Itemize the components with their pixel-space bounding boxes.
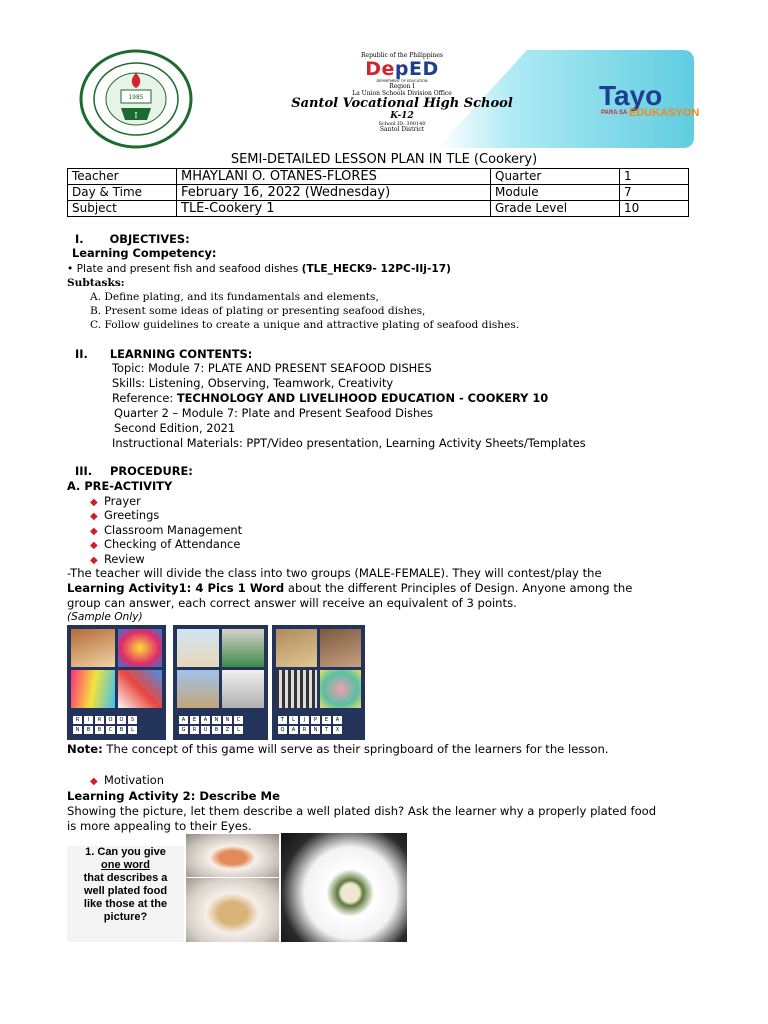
letter-tile: T <box>322 726 331 734</box>
objectives-heading: I. OBJECTIVES: <box>75 232 190 246</box>
grade-level-value: 10 <box>620 201 689 217</box>
letter-tile: J <box>300 716 309 724</box>
letter-tiles <box>71 716 162 736</box>
letter-tile: A <box>179 716 188 724</box>
table-row <box>68 201 689 217</box>
letter-tile: O <box>117 716 126 724</box>
subtask-a: A. Define plating, and its fundamentals and elements, <box>90 291 379 303</box>
puzzle-image-2 <box>173 625 268 740</box>
subject-value: TLE-Cookery 1 <box>177 201 491 217</box>
letter-tile: A <box>333 716 342 724</box>
letter-tile: X <box>333 726 342 734</box>
puzzle-image-3 <box>272 625 365 740</box>
letter-tile: R <box>190 726 199 734</box>
letter-tile: U <box>201 726 210 734</box>
letter-tile: Z <box>223 726 232 734</box>
puzzle-image-1 <box>67 625 166 740</box>
letter-tile: A <box>201 716 210 724</box>
activity2-heading: Learning Activity 2: Describe Me <box>67 789 280 803</box>
letterhead-text <box>277 52 527 133</box>
letter-tile: N <box>223 716 232 724</box>
letter-tile: N <box>73 726 82 734</box>
letter-tiles <box>276 716 361 736</box>
letter-tile: L <box>234 726 243 734</box>
activity2-text-2: is more appealing to their Eyes. <box>67 819 252 833</box>
table-row <box>68 169 689 185</box>
materials-line: Instructional Materials: PPT/Video presentation, Learning Activity Sheets/Templates <box>112 436 586 450</box>
bullet-icon: ◆ <box>90 526 98 537</box>
teacher-value: MHAYLANI O. OTANES-FLORES <box>177 169 491 185</box>
svg-text:I: I <box>134 111 138 120</box>
competency-text: • Plate and present fish and seafood dishes (TLE_HECK9- 12PC-IIj-17) <box>67 263 451 275</box>
letter-tile: N <box>311 726 320 734</box>
sample-note: (Sample Only) <box>67 611 143 623</box>
letter-tile: N <box>212 716 221 724</box>
deped-logo: DepED <box>365 58 439 80</box>
note-line: Note: The concept of this game will serve as their springboard of the learners for the lesson. <box>67 742 609 756</box>
subtasks-label: Subtasks: <box>67 277 125 289</box>
list-item: ◆ Prayer <box>90 494 141 511</box>
letterhead <box>77 48 700 150</box>
skills-line: Skills: Listening, Observing, Teamwork, Creativity <box>112 376 394 390</box>
letter-tile: T <box>278 716 287 724</box>
activity2-text: Showing the picture, let them describe a well plated dish? Ask the learner why a properly plated food <box>67 804 657 818</box>
letter-tile: B <box>117 726 126 734</box>
list-item: ◆ Motivation <box>90 773 164 790</box>
letter-tile: B <box>95 726 104 734</box>
subtask-b: B. Present some ideas of plating or presenting seafood dishes, <box>90 305 426 317</box>
bullet-icon: ◆ <box>90 540 98 551</box>
plated-seafood-photo-3 <box>281 833 407 942</box>
grade-level-label: Grade Level <box>491 201 620 217</box>
module-value: 7 <box>620 185 689 201</box>
list-item: ◆ Review <box>90 552 145 569</box>
info-table <box>67 168 689 217</box>
competency-label: Learning Competency: <box>72 246 217 260</box>
bullet-icon: ◆ <box>90 511 98 522</box>
quarter-module-line: Quarter 2 – Module 7: Plate and Present Seafood Dishes <box>114 406 434 420</box>
tayo-edukasyon-logo: Tayo PARA SA EDUKASYON <box>599 80 700 119</box>
letter-tile: C <box>106 726 115 734</box>
letter-tile: L <box>289 716 298 724</box>
letter-tiles <box>177 716 264 736</box>
bullet-icon: ◆ <box>90 497 98 508</box>
day-time-value: February 16, 2022 (Wednesday) <box>177 185 491 201</box>
divide-text: -The teacher will divide the class into two groups (MALE-FEMALE). They will contest/play the <box>67 566 602 580</box>
module-label: Module <box>491 185 620 201</box>
teacher-label: Teacher <box>68 169 177 185</box>
division-text: La Union Schools Division Office <box>352 90 452 97</box>
bullet-icon: ◆ <box>90 555 98 566</box>
letter-tile: R <box>73 716 82 724</box>
letter-tile: B <box>212 726 221 734</box>
letter-tile: R <box>95 716 104 724</box>
school-id: School ID: 300140 <box>378 121 426 127</box>
contents-heading: II. LEARNING CONTENTS: <box>75 347 253 361</box>
letter-tile: Q <box>278 726 287 734</box>
letter-tile: S <box>128 716 137 724</box>
day-time-label: Day & Time <box>68 185 177 201</box>
svg-text:1985: 1985 <box>128 94 144 101</box>
list-item: ◆ Greetings <box>90 508 159 525</box>
subtask-c: C. Follow guidelines to create a unique and attractive plating of seafood dishes. <box>90 319 520 331</box>
table-row <box>68 185 689 201</box>
subject-label: Subject <box>68 201 177 217</box>
list-item: ◆ Checking of Attendance <box>90 537 240 554</box>
procedure-heading: III. PROCEDURE: <box>75 464 193 478</box>
letter-tile: P <box>311 716 320 724</box>
activity1-text-2: group can answer, each correct answer will receive an equivalent of 3 points. <box>67 596 517 610</box>
question-card: 1. Can you give one word that describes a well plated food like those at the picture? <box>67 846 184 942</box>
region-text: Region I <box>389 83 415 90</box>
k12-text: K-12 <box>390 111 414 121</box>
letter-tile: I <box>84 716 93 724</box>
letter-tile: A <box>289 726 298 734</box>
letter-tile: L <box>128 726 137 734</box>
topic-line: Topic: Module 7: PLATE AND PRESENT SEAFOOD DISHES <box>112 361 432 375</box>
pre-activity-heading: A. PRE-ACTIVITY <box>67 479 173 493</box>
quarter-value: 1 <box>620 169 689 185</box>
quarter-label: Quarter <box>491 169 620 185</box>
letter-tile: G <box>179 726 188 734</box>
plated-seafood-photo-1 <box>186 834 279 877</box>
department-text: DEPARTMENT OF EDUCATION <box>376 79 428 83</box>
letter-tile: C <box>234 716 243 724</box>
document-title: SEMI-DETAILED LESSON PLAN IN TLE (Cookery) <box>230 152 538 167</box>
school-name: Santol Vocational High School <box>291 96 513 111</box>
letter-tile: E <box>190 716 199 724</box>
list-item: ◆ Classroom Management <box>90 523 242 540</box>
letter-tile: R <box>300 726 309 734</box>
school-seal-logo <box>77 48 195 150</box>
republic-text: Republic of the Philippines <box>361 52 443 59</box>
district-text: Santol District <box>379 126 425 133</box>
reference-line: Reference: TECHNOLOGY AND LIVELIHOOD EDUCATION - COOKERY 10 <box>112 391 549 405</box>
letter-tile: E <box>322 716 331 724</box>
plated-seafood-photo-2 <box>186 878 279 942</box>
letter-tile: B <box>84 726 93 734</box>
edition-line: Second Edition, 2021 <box>114 421 236 435</box>
bullet-icon: ◆ <box>90 776 98 787</box>
letter-tile: O <box>106 716 115 724</box>
activity1-text: Learning Activity1: 4 Pics 1 Word about the different Principles of Design. Anyone among the <box>67 581 633 595</box>
